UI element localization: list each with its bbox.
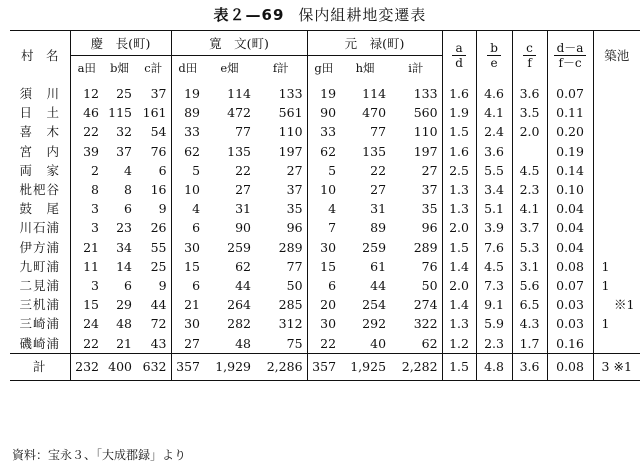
area-value: 6	[307, 276, 340, 295]
village-name: 日 土	[19, 105, 60, 121]
area-value: 6	[158, 162, 167, 178]
area-value: 75	[286, 335, 303, 351]
ratio-value: 7.3	[476, 276, 512, 295]
area-value: 400	[103, 353, 136, 380]
area-value: 561	[278, 105, 303, 121]
area-value: 76	[421, 258, 438, 274]
area-value: 25	[116, 86, 132, 102]
area-value: 27	[286, 162, 303, 178]
area-value: 3	[70, 199, 103, 218]
ratio-value	[512, 142, 547, 161]
area-value: 30	[307, 238, 340, 257]
ratio-value: 0.07	[547, 276, 593, 295]
area-value: 31	[370, 201, 387, 217]
ratio-growth-header: $\frac{d-a}{f-c}$	[547, 31, 593, 81]
area-value: 21	[116, 335, 132, 351]
ratio-value: 1.5	[442, 238, 476, 257]
pond-count	[593, 122, 640, 141]
ratio-value: 0.08	[547, 353, 593, 380]
ratio-value: 7.6	[476, 238, 512, 257]
ratio-b-e-header: $\frac{b}{e}$	[476, 31, 512, 81]
area-value: 232	[70, 353, 103, 380]
area-value: 12	[70, 80, 103, 103]
area-value: 23	[116, 220, 132, 236]
area-value: 89	[370, 220, 387, 236]
area-value: 46	[70, 103, 103, 122]
area-value: 632	[136, 353, 171, 380]
area-value: 37	[116, 143, 132, 159]
area-value: 25	[150, 258, 167, 274]
area-value: 135	[227, 143, 252, 159]
area-value: 76	[150, 143, 167, 159]
ratio-value: 5.3	[512, 238, 547, 257]
ratio-value: 3.6	[476, 142, 512, 161]
area-value: 30	[171, 314, 204, 333]
ratio-value: 4.3	[512, 314, 547, 333]
table-row	[10, 333, 640, 353]
kanbun-header: 寛 文(町)	[171, 31, 307, 56]
area-value: 48	[116, 316, 132, 332]
area-value: 110	[413, 124, 438, 140]
area-value: 9	[158, 277, 167, 293]
area-value: 8	[70, 180, 103, 199]
village-name: 川石浦	[19, 220, 60, 236]
pond-count	[593, 238, 640, 257]
table-row	[10, 122, 640, 141]
table-title	[0, 4, 640, 25]
area-value: 15	[307, 257, 340, 276]
area-value: 19	[171, 80, 204, 103]
area-value: 110	[278, 124, 303, 140]
pond-count: 1	[593, 314, 640, 333]
area-value: 3	[70, 276, 103, 295]
area-value: 5	[307, 161, 340, 180]
area-value: 54	[150, 124, 167, 140]
col-header: b畑	[103, 56, 136, 81]
area-value: 96	[286, 220, 303, 236]
area-value: 2	[70, 161, 103, 180]
area-value: 15	[171, 257, 204, 276]
ratio-value: 3.9	[476, 218, 512, 237]
village-name: 三崎浦	[19, 316, 60, 332]
area-value: 357	[171, 353, 204, 380]
ratio-value: 0.03	[547, 314, 593, 333]
ratio-value: 2.5	[442, 161, 476, 180]
ratio-value: 4.5	[476, 257, 512, 276]
ratio-value: 0.10	[547, 180, 593, 199]
table-row	[10, 103, 640, 122]
ratio-value: 9.1	[476, 295, 512, 314]
area-value: 34	[116, 239, 132, 255]
pond-count: ※1	[593, 295, 640, 314]
area-value: 44	[235, 277, 252, 293]
area-value: 197	[413, 143, 438, 159]
ratio-value: 1.6	[442, 80, 476, 103]
area-value: 96	[421, 220, 438, 236]
area-value: 22	[235, 162, 252, 178]
village-header: 村 名	[20, 48, 59, 63]
area-value: 22	[307, 333, 340, 353]
ratio-value: 3.7	[512, 218, 547, 237]
area-value: 312	[278, 316, 303, 332]
ratio-value: 1.4	[442, 295, 476, 314]
ratio-value: 5.1	[476, 199, 512, 218]
village-name: 須 川	[19, 86, 60, 102]
area-value: 3	[70, 218, 103, 237]
ratio-value: 1.4	[442, 257, 476, 276]
ratio-value: 0.03	[547, 295, 593, 314]
ratio-value: 0.19	[547, 142, 593, 161]
area-value: 27	[370, 182, 387, 198]
area-value: 32	[116, 124, 132, 140]
ratio-value: 2.0	[512, 122, 547, 141]
area-value: 37	[421, 182, 438, 198]
area-value: 6	[171, 276, 204, 295]
area-value: 33	[307, 122, 340, 141]
area-value: 31	[235, 201, 252, 217]
area-value: 5	[171, 161, 204, 180]
total-label: 計	[10, 353, 70, 380]
ratio-value: 1.6	[442, 142, 476, 161]
area-value: 6	[124, 201, 132, 217]
pond-count	[593, 161, 640, 180]
area-value: 1,925	[340, 353, 390, 380]
ratio-value: 0.07	[547, 80, 593, 103]
ratio-value: 0.04	[547, 199, 593, 218]
ratio-value: 1.3	[442, 180, 476, 199]
area-value: 24	[70, 314, 103, 333]
area-value: 114	[362, 86, 387, 102]
pond-count: 1	[593, 257, 640, 276]
area-value: 72	[150, 316, 167, 332]
col-header: d田	[171, 56, 204, 81]
ratio-value: 1.2	[442, 333, 476, 353]
pond-count	[593, 199, 640, 218]
area-value: 33	[171, 122, 204, 141]
area-value: 289	[413, 239, 438, 255]
area-value: 8	[124, 182, 132, 198]
area-value: 21	[171, 295, 204, 314]
ratio-value: 5.5	[476, 161, 512, 180]
area-value: 62	[307, 142, 340, 161]
pond-header: 築池	[593, 31, 640, 81]
area-value: 77	[235, 124, 252, 140]
area-value: 39	[70, 142, 103, 161]
area-value: 285	[278, 297, 303, 313]
area-value: 6	[171, 218, 204, 237]
ratio-value: 2.4	[476, 122, 512, 141]
pond-count	[593, 80, 640, 103]
ratio-value: 5.9	[476, 314, 512, 333]
area-value: 20	[307, 295, 340, 314]
area-value: 48	[235, 335, 252, 351]
area-value: 4	[124, 162, 132, 178]
area-value: 289	[278, 239, 303, 255]
area-value: 62	[171, 142, 204, 161]
area-value: 9	[158, 201, 167, 217]
area-value: 15	[70, 295, 103, 314]
ratio-value: 0.04	[547, 238, 593, 257]
village-name: 二見浦	[19, 277, 60, 293]
area-value: 44	[150, 297, 167, 313]
table-number: 表２—69	[213, 6, 285, 24]
area-value: 10	[171, 180, 204, 199]
area-value: 43	[150, 335, 167, 351]
ratio-value: 0.14	[547, 161, 593, 180]
ratio-value: 2.0	[442, 218, 476, 237]
area-value: 2,286	[255, 353, 307, 380]
area-value: 22	[70, 122, 103, 141]
ratio-value: 1.7	[512, 333, 547, 353]
area-value: 264	[227, 297, 252, 313]
genroku-header: 元 禄(町)	[307, 31, 442, 56]
ratio-a-d-header: $\frac{a}{d}$	[442, 31, 476, 81]
area-value: 62	[235, 258, 252, 274]
area-value: 135	[362, 143, 387, 159]
table-row	[10, 314, 640, 333]
table-row	[10, 199, 640, 218]
area-value: 133	[413, 86, 438, 102]
area-value: 161	[142, 105, 167, 121]
area-value: 292	[362, 316, 387, 332]
village-name: 枇杷谷	[19, 182, 60, 198]
area-value: 10	[307, 180, 340, 199]
village-name: 九町浦	[19, 258, 60, 274]
ratio-value: 3.1	[512, 257, 547, 276]
ratio-value: 1.3	[442, 199, 476, 218]
area-value: 90	[307, 103, 340, 122]
area-value: 7	[307, 218, 340, 237]
source-note: 資料：宝永３、「大成郡録」より	[12, 448, 187, 462]
ratio-value: 4.8	[476, 353, 512, 380]
ratio-value: 0.04	[547, 218, 593, 237]
area-value: 37	[286, 182, 303, 198]
area-value: 22	[70, 333, 103, 353]
area-value: 77	[370, 124, 387, 140]
table-row	[10, 276, 640, 295]
village-name: 宮 内	[19, 143, 60, 159]
ratio-value: 5.6	[512, 276, 547, 295]
area-value: 357	[307, 353, 340, 380]
area-value: 22	[370, 162, 387, 178]
area-value: 35	[286, 201, 303, 217]
ratio-value: 4.6	[476, 80, 512, 103]
ratio-value: 0.20	[547, 122, 593, 141]
ratio-value: 0.08	[547, 257, 593, 276]
area-value: 4	[171, 199, 204, 218]
total-row	[10, 353, 640, 380]
table-row	[10, 238, 640, 257]
pond-count	[593, 103, 640, 122]
area-value: 21	[70, 238, 103, 257]
village-name: 三机浦	[19, 297, 60, 313]
area-value: 560	[413, 105, 438, 121]
ratio-value: 2.0	[442, 276, 476, 295]
col-header: h畑	[340, 56, 390, 81]
ratio-value: 3.6	[512, 80, 547, 103]
table-row	[10, 295, 640, 314]
area-value: 26	[150, 220, 167, 236]
table-row	[10, 257, 640, 276]
area-value: 14	[116, 258, 132, 274]
area-value: 322	[413, 316, 438, 332]
area-value: 27	[235, 182, 252, 198]
ratio-value: 2.3	[512, 180, 547, 199]
keicho-header: 慶 長(町)	[70, 31, 171, 56]
ratio-value: 4.5	[512, 161, 547, 180]
area-value: 472	[227, 105, 252, 121]
col-header: f計	[255, 56, 307, 81]
area-value: 19	[307, 80, 340, 103]
area-value: 133	[278, 86, 303, 102]
area-value: 30	[307, 314, 340, 333]
area-value: 61	[370, 258, 387, 274]
area-value: 16	[150, 182, 167, 198]
table-body	[10, 80, 640, 380]
area-value: 90	[235, 220, 252, 236]
village-name: 喜 木	[19, 124, 60, 140]
ratio-value: 3.6	[512, 353, 547, 380]
area-value: 44	[370, 277, 387, 293]
farmland-table	[10, 30, 640, 381]
table-row	[10, 218, 640, 237]
ratio-value: 1.5	[442, 353, 476, 380]
area-value: 35	[421, 201, 438, 217]
table-row	[10, 80, 640, 103]
ratio-value: 1.3	[442, 314, 476, 333]
area-value: 37	[150, 86, 167, 102]
table-row	[10, 142, 640, 161]
ratio-value: 0.11	[547, 103, 593, 122]
area-value: 55	[150, 239, 167, 255]
area-value: 2,282	[390, 353, 442, 380]
table-row	[10, 180, 640, 199]
village-name: 磯崎浦	[19, 335, 60, 351]
area-value: 259	[362, 239, 387, 255]
table-caption: 保内組耕地変遷表	[298, 6, 427, 24]
pond-count	[593, 218, 640, 237]
ratio-value: 4.1	[476, 103, 512, 122]
pond-count	[593, 142, 640, 161]
village-name: 鼓 尾	[19, 201, 60, 217]
area-value: 115	[108, 105, 132, 121]
area-value: 197	[278, 143, 303, 159]
area-value: 89	[171, 103, 204, 122]
area-value: 254	[362, 297, 387, 313]
area-value: 470	[362, 105, 387, 121]
area-value: 40	[370, 335, 387, 351]
area-value: 114	[227, 86, 252, 102]
ratio-value: 1.5	[442, 122, 476, 141]
area-value: 50	[286, 277, 303, 293]
area-value: 1,929	[204, 353, 255, 380]
village-name: 両 家	[19, 162, 60, 178]
area-value: 259	[227, 239, 252, 255]
area-value: 6	[124, 277, 132, 293]
ratio-value: 1.9	[442, 103, 476, 122]
area-value: 77	[286, 258, 303, 274]
pond-count	[593, 180, 640, 199]
ratio-value: 0.16	[547, 333, 593, 353]
ratio-c-f-header: $\frac{c}{f}$	[512, 31, 547, 81]
area-value: 4	[307, 199, 340, 218]
area-value: 27	[421, 162, 438, 178]
pond-count: 3 ※1	[593, 353, 640, 380]
pond-count	[593, 333, 640, 353]
ratio-value: 3.4	[476, 180, 512, 199]
area-value: 50	[421, 277, 438, 293]
col-header: i計	[390, 56, 442, 81]
village-name: 伊方浦	[19, 239, 60, 255]
table-row	[10, 161, 640, 180]
area-value: 30	[171, 238, 204, 257]
area-value: 62	[421, 335, 438, 351]
ratio-value: 6.5	[512, 295, 547, 314]
col-header: c計	[136, 56, 171, 81]
col-header: a田	[70, 56, 103, 81]
area-value: 11	[70, 257, 103, 276]
area-value: 27	[171, 333, 204, 353]
ratio-value: 3.5	[512, 103, 547, 122]
ratio-value: 4.1	[512, 199, 547, 218]
area-value: 29	[116, 297, 132, 313]
area-value: 274	[413, 297, 438, 313]
ratio-value: 2.3	[476, 333, 512, 353]
area-value: 282	[227, 316, 252, 332]
col-header: g田	[307, 56, 340, 81]
col-header: e畑	[204, 56, 255, 81]
pond-count: 1	[593, 276, 640, 295]
